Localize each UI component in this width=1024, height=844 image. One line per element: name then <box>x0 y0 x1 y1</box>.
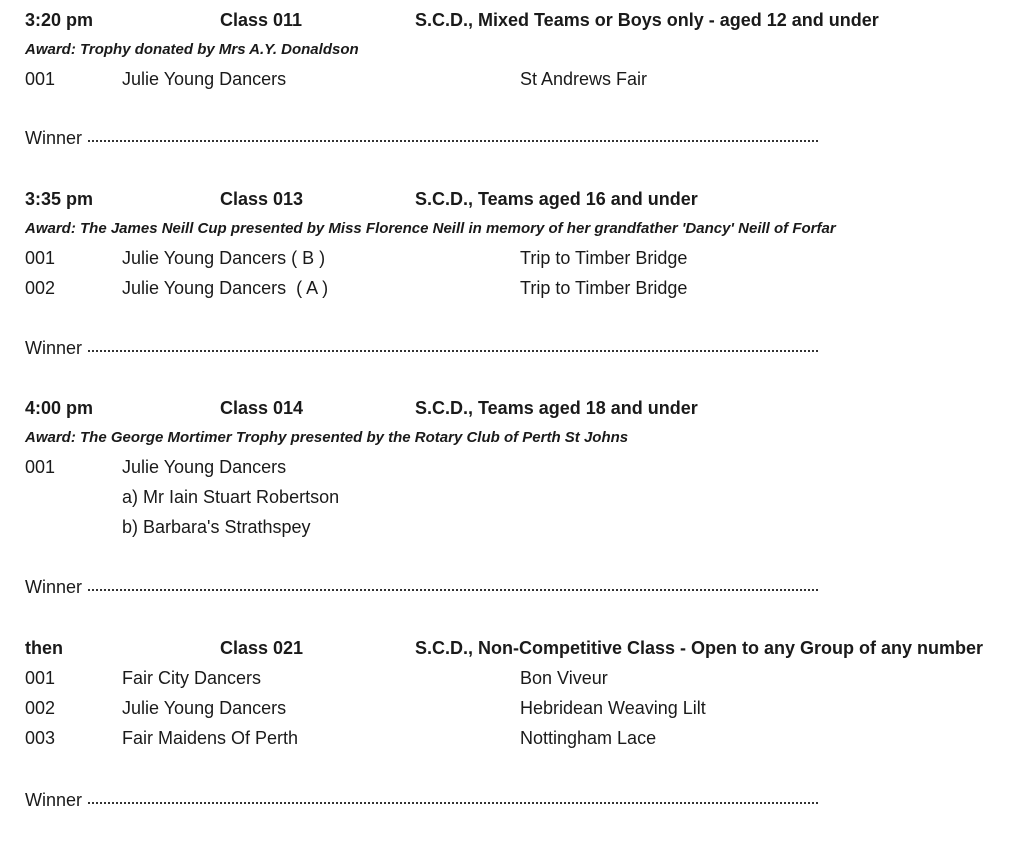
entry-name: Julie Young Dancers <box>122 457 287 477</box>
entry-row <box>0 693 1024 723</box>
winner-line <box>25 125 818 151</box>
entry-dance: Trip to Timber Bridge <box>520 278 688 298</box>
award-line: Award: The George Mortimer Trophy presented by the Rotary Club of Perth St Johns <box>25 429 629 446</box>
entry-row <box>0 64 1024 94</box>
winner-line <box>25 574 818 600</box>
class-time: then <box>25 638 63 658</box>
entry-name: Julie Young Dancers ( A ) <box>122 278 329 298</box>
winner-dotted-line <box>88 350 818 352</box>
entry-dance: St Andrews Fair <box>520 69 648 89</box>
class-header <box>0 184 1024 214</box>
class-header <box>0 633 1024 663</box>
entry-number: 002 <box>25 698 56 718</box>
entry-name: Fair City Dancers <box>122 668 262 688</box>
entry-row <box>0 452 1024 482</box>
entry-name: Julie Young Dancers <box>122 69 287 89</box>
entry-dance: Hebridean Weaving Lilt <box>520 698 706 718</box>
entry-row <box>0 243 1024 273</box>
dance-item: a) Mr Iain Stuart Robertson <box>122 487 340 507</box>
class-number: Class 014 <box>220 398 304 418</box>
class-time: 4:00 pm <box>25 398 94 418</box>
entry-row <box>0 273 1024 303</box>
class-description: S.C.D., Teams aged 16 and under <box>415 189 698 209</box>
entry-number: 001 <box>25 668 56 688</box>
class-section <box>0 184 1024 303</box>
class-number: Class 011 <box>220 10 303 30</box>
class-number: Class 013 <box>220 189 304 209</box>
class-header <box>0 393 1024 423</box>
class-time: 3:20 pm <box>25 10 94 30</box>
entry-number: 001 <box>25 69 56 89</box>
class-time: 3:35 pm <box>25 189 94 209</box>
winner-dotted-line <box>88 802 818 804</box>
entry-row <box>0 723 1024 753</box>
entry-number: 003 <box>25 728 56 748</box>
winner-dotted-line <box>88 589 818 591</box>
entry-dance: Trip to Timber Bridge <box>520 248 688 268</box>
entry-number: 001 <box>25 457 56 477</box>
class-description: S.C.D., Teams aged 18 and under <box>415 398 698 418</box>
award-line: Award: The James Neill Cup presented by Miss Florence Neill in memory of her grandfather 'Dancy' Neill of Forfar <box>25 220 836 237</box>
winner-label: Winner <box>25 128 83 148</box>
class-number: Class 021 <box>220 638 304 658</box>
winner-label: Winner <box>25 338 83 358</box>
class-header <box>0 5 1024 35</box>
entry-number: 001 <box>25 248 56 268</box>
winner-label: Winner <box>25 577 83 597</box>
winner-line <box>25 787 818 813</box>
entry-number: 002 <box>25 278 56 298</box>
award-line: Award: Trophy donated by Mrs A.Y. Donaldson <box>25 41 359 58</box>
class-section <box>0 5 1024 94</box>
winner-label: Winner <box>25 790 83 810</box>
class-section <box>0 633 1024 753</box>
entry-name: Julie Young Dancers <box>122 698 287 718</box>
class-section <box>0 393 1024 542</box>
entry-row <box>0 663 1024 693</box>
entry-dance: Bon Viveur <box>520 668 608 688</box>
class-description: S.C.D., Non-Competitive Class - Open to any Group of any number <box>415 638 984 658</box>
winner-dotted-line <box>88 140 818 142</box>
entry-name: Fair Maidens Of Perth <box>122 728 299 748</box>
dance-item: b) Barbara's Strathspey <box>122 517 311 537</box>
entry-dance: Nottingham Lace <box>520 728 657 748</box>
entry-name: Julie Young Dancers ( B ) <box>122 248 326 268</box>
class-description: S.C.D., Mixed Teams or Boys only - aged 12 and under <box>415 10 879 30</box>
winner-line <box>25 335 818 361</box>
